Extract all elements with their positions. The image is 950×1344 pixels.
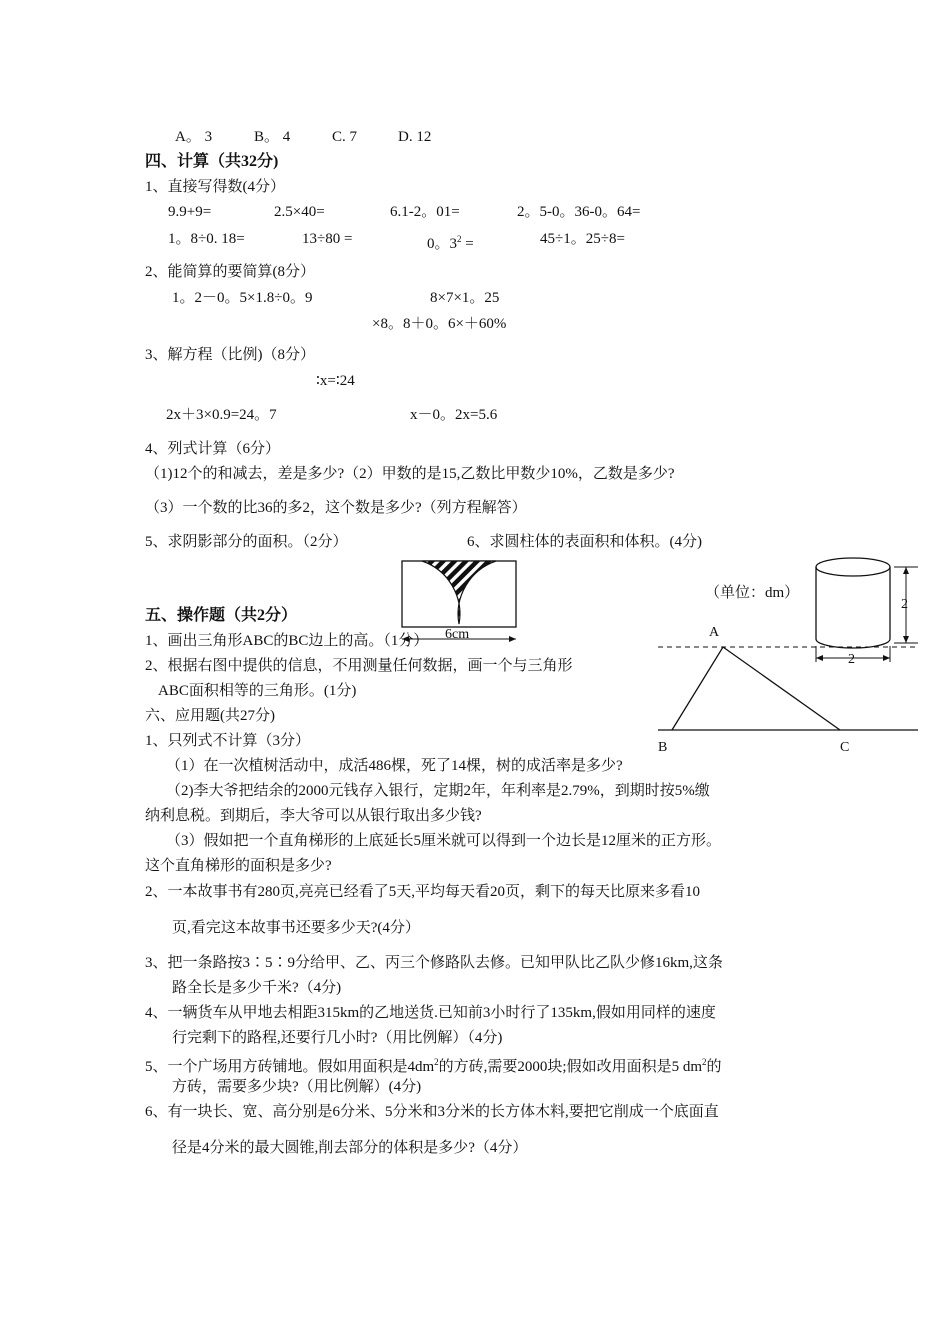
equation-item: x－0。2x=5.6 bbox=[410, 407, 498, 423]
q6-1-3-line2: 这个直角梯形的面积是多少? bbox=[145, 858, 332, 874]
triangle-figure bbox=[655, 620, 920, 755]
calc-item: 1。8÷0. 18= bbox=[168, 231, 245, 247]
cylinder-top bbox=[816, 558, 890, 576]
vertex-c-label: C bbox=[840, 740, 850, 755]
q6-6-line2: 径是4分米的最大圆锥,削去部分的体积是多少?（4分） bbox=[172, 1140, 528, 1156]
calc-item-power: 0。$3^2$ = bbox=[427, 234, 474, 252]
q4-4-line1: （1)12个的和减去，差是多少?（2）甲数的是15,乙数比甲数少10%，乙数是多少? bbox=[145, 466, 675, 482]
q6-5-line1: 5、一个广场用方砖铺地。假如用面积是$4dm^2$的方砖,需要2000块;假如改用面积是5 $dm^2$的 bbox=[145, 1057, 722, 1075]
simplify-item: ×8。8＋0。6×＋60% bbox=[372, 316, 507, 332]
q5-1: 1、画出三角形ABC的BC边上的高。（1分） bbox=[145, 633, 429, 649]
vertex-a-label: A bbox=[709, 625, 720, 640]
q6-2-line1: 2、一本故事书有280页,亮亮已经看了5天,平均每天看20页，剩下的每天比原来多看10 bbox=[145, 884, 701, 900]
simplify-item: 8×7×1。25 bbox=[430, 290, 500, 306]
width-label: 6cm bbox=[445, 627, 470, 642]
diameter-label: 2 bbox=[848, 652, 855, 667]
q4-4-title: 4、列式计算（6分） bbox=[145, 441, 281, 457]
q4-2-title: 2、能简算的要简算(8分） bbox=[145, 264, 315, 280]
calc-item: 2.5×40= bbox=[274, 204, 325, 220]
calc-item: 2。5-0。36-0。64= bbox=[517, 204, 641, 220]
q6-4-line1: 4、一辆货车从甲地去相距315km的乙地送货.已知前3小时行了135km,假如用同样的速度 bbox=[145, 1005, 716, 1021]
option-b: B。 4 bbox=[254, 129, 291, 145]
arrow-right-icon bbox=[509, 636, 516, 642]
section-4-title: 四、计算（共32分) bbox=[145, 153, 279, 170]
calc-item: 9.9+9= bbox=[168, 204, 212, 220]
q6-4-line2: 行完剩下的路程,还要行几小时?（用比例解）（4分) bbox=[172, 1030, 503, 1046]
calc-item: 45÷1。25÷8= bbox=[540, 231, 625, 247]
vertex-b-label: B bbox=[658, 740, 668, 755]
height-label: 2 bbox=[901, 597, 908, 612]
q4-1-title: 1、直接写得数(4分） bbox=[145, 179, 285, 195]
q6-3-line1: 3、把一条路按3∶5∶9分给甲、乙、丙三个修路队去修。已知甲队比乙队少修16km,这条 bbox=[145, 955, 723, 971]
q5-2-line1: 2、根据右图中提供的信息，不用测量任何数据，画一个与三角形 bbox=[145, 658, 573, 674]
arrow-up-icon bbox=[903, 567, 909, 574]
q6-2-line2: 页,看完这本故事书还要多少天?(4分） bbox=[172, 920, 420, 936]
q6-1-3-line1: （3）假如把一个直角梯形的上底延长5厘米就可以得到一个边长是12厘米的正方形。 bbox=[166, 833, 722, 849]
q4-5-title: 5、求阴影部分的面积。（2分） bbox=[145, 534, 348, 550]
q4-6-title: 6、求圆柱体的表面积和体积。(4分) bbox=[467, 534, 702, 550]
q6-5-line2: 方砖，需要多少块?（用比例解）(4分) bbox=[172, 1079, 422, 1095]
calc-item: 13÷80 = bbox=[302, 231, 353, 247]
q6-1-title: 1、只列式不计算（3分） bbox=[145, 733, 311, 749]
q6-1-2-line1: （2)李大爷把结余的2000元钱存入银行，定期2年，年利率是2.79%，到期时按5%缴 bbox=[166, 783, 710, 799]
simplify-item: 1。2－0。5×1.8÷0。9 bbox=[172, 290, 313, 306]
option-d: D. 12 bbox=[398, 129, 432, 145]
q6-1-2-line2: 纳利息税。到期后，李大爷可以从银行取出多少钱? bbox=[145, 808, 482, 824]
equation-item: ∶x=∶24 bbox=[316, 373, 355, 389]
triangle-abc bbox=[672, 647, 840, 730]
q6-6-line1: 6、有一块长、宽、高分别是6分米、5分米和3分米的长方体木料,要把它削成一个底面直 bbox=[145, 1104, 719, 1120]
option-c: C. 7 bbox=[332, 129, 358, 145]
q4-3-title: 3、解方程（比例)（8分） bbox=[145, 347, 315, 363]
q6-1-1: （1）在一次植树活动中，成活486棵，死了14棵，树的成活率是多少? bbox=[166, 758, 623, 774]
q6-3-line2: 路全长是多少千米?（4分) bbox=[172, 980, 342, 996]
unit-label: （单位：dm） bbox=[705, 585, 800, 601]
equation-item: 2x＋3×0.9=24。7 bbox=[166, 407, 277, 423]
option-a: A。 3 bbox=[175, 129, 213, 145]
calc-item: 6.1-2。01= bbox=[390, 204, 460, 220]
section-5-title: 五、操作题（共2分） bbox=[145, 607, 298, 624]
section-6-title: 六、应用题(共27分) bbox=[145, 708, 275, 724]
q5-2-line2: ABC面积相等的三角形。(1分) bbox=[158, 683, 357, 699]
q4-4-line2: （3）一个数的比36的多2，这个数是多少?（列方程解答） bbox=[145, 500, 527, 516]
